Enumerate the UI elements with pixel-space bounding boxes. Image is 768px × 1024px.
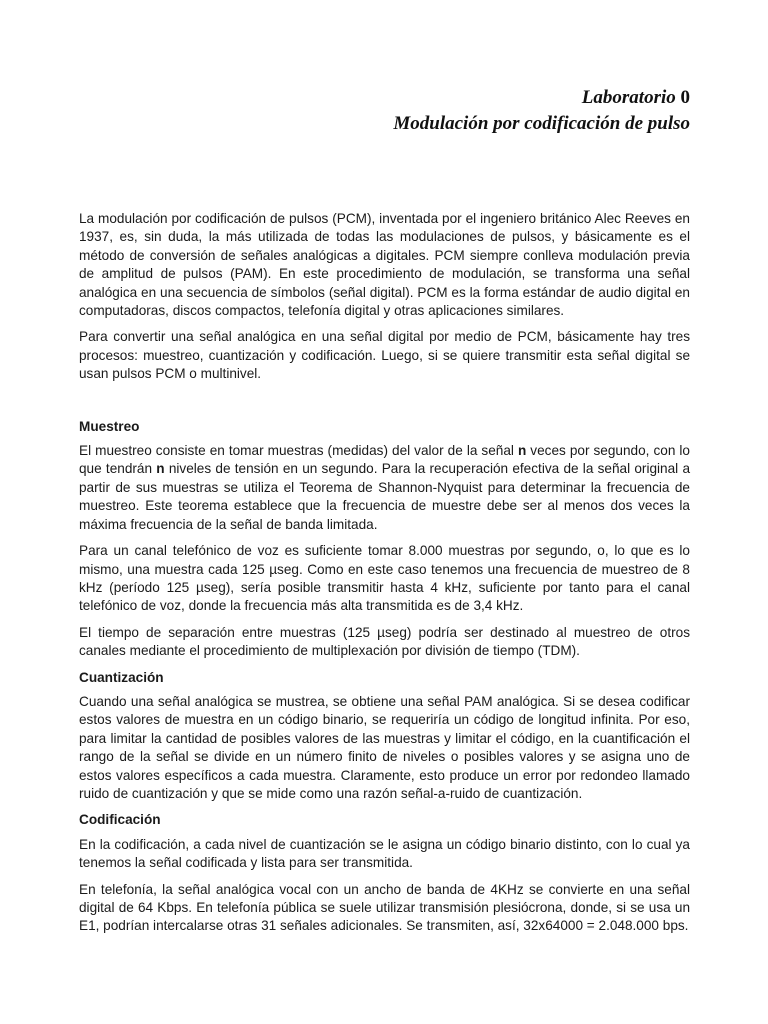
document-title bbox=[393, 85, 690, 111]
title-prefix: Laboratorio bbox=[581, 87, 681, 108]
document-subtitle: Modulación por codificación de pulso bbox=[393, 113, 690, 134]
section-heading-codificacion: Codificación bbox=[79, 812, 161, 828]
muestreo-text-c: niveles de tensión en un segundo. Para la recuperación efectiva de la señal original a partir de sus muestras se utiliza el Teorema de Shannon-Nyquist para determinar la frecuencia de muestreo. Este teorema establece que la frecuencia de muestre debe ser al menos dos veces la máxima frecuencia de la señal de banda limitada. bbox=[79, 461, 690, 532]
document-body bbox=[79, 210, 690, 944]
section-heading-muestreo: Muestreo bbox=[79, 418, 140, 434]
muestreo-paragraph-2: Para un canal telefónico de voz es suficiente tomar 8.000 muestras por segundo, o, lo que es lo mismo, una muestra cada 125 µseg. Como en este caso tenemos una frecuencia de muestreo de 8 kHz (período 125 µseg), sería posible transmitir hasta 4 kHz, suficiente por tanto para el canal telefónico de voz, donde la frecuencia más alta transmitida es de 3,4 kHz. bbox=[79, 543, 690, 614]
muestreo-n-bold-2: n bbox=[156, 461, 165, 477]
muestreo-n-bold-1: n bbox=[517, 443, 527, 459]
title-number: 0 bbox=[680, 87, 690, 108]
section-heading-cuantizacion: Cuantización bbox=[79, 669, 164, 685]
muestreo-text-a: El muestreo consiste en tomar muestras (medidas) del valor de la señal bbox=[79, 443, 518, 459]
intro-paragraph-1: La modulación por codificación de pulsos (PCM), inventada por el ingeniero británico Alec Reeves en 1937, es, sin duda, la más utilizada de todas las modulaciones de pulsos, y básicamente es el método de conversión de señales analógicas a digitales. PCM siempre conlleva modulación previa de amplitud de pulsos (PAM). En este procedimiento de modulación, se transforma una señal analógica en una secuencia de símbolos (señal digital). PCM es la forma estándar de audio digital en computadoras, discos compactos, telefonía digital y otras aplicaciones similares. bbox=[79, 211, 690, 319]
muestreo-paragraph-3: El tiempo de separación entre muestras (125 µseg) podría ser destinado al muestreo de otros canales mediante el procedimiento de multiplexación por división de tiempo (TDM). bbox=[79, 624, 690, 659]
muestreo-text-b: veces por segundo, con lo que tendrán bbox=[79, 443, 690, 477]
codificacion-paragraph-1: En la codificación, a cada nivel de cuantización se le asigna un código binario distinto, con lo cual ya tenemos la señal codificada y lista para ser transmitida. bbox=[79, 836, 690, 871]
intro-paragraph-2: Para convertir una señal analógica en una señal digital por medio de PCM, básicamente hay tres procesos: muestreo, cuantización y codificación. Luego, si se quiere transmitir esta señal digital se usan pulsos PCM o multinivel. bbox=[79, 329, 690, 382]
document-header bbox=[393, 85, 690, 137]
muestreo-paragraph-1 bbox=[79, 442, 690, 534]
codificacion-paragraph-2: En telefonía, la señal analógica vocal con un ancho de banda de 4KHz se convierte en una señal digital de 64 Kbps. En telefonía pública se suele utilizar transmisión plesiócrona, donde, si se usa un E1, podrían intercalarse otras 31 señales adicionales. Se transmiten, así, 32x64000 = 2.048.000 bps. bbox=[79, 881, 690, 934]
cuantizacion-paragraph-1: Cuando una señal analógica se mustrea, se obtiene una señal PAM analógica. Si se desea codificar estos valores de muestra en un código binario, se requeriría un código de longitud infinita. Por eso, para limitar la cantidad de posibles valores de las muestras y limitar el código, en la cuantificación el rango de la señal se divide en un número finito de niveles o posibles valores y se asigna uno de estos valores específicos a cada muestra. Claramente, esto produce un error por redondeo llamado ruido de cuantización y que se mide como una razón señal-a-ruido de cuantización. bbox=[79, 693, 690, 801]
